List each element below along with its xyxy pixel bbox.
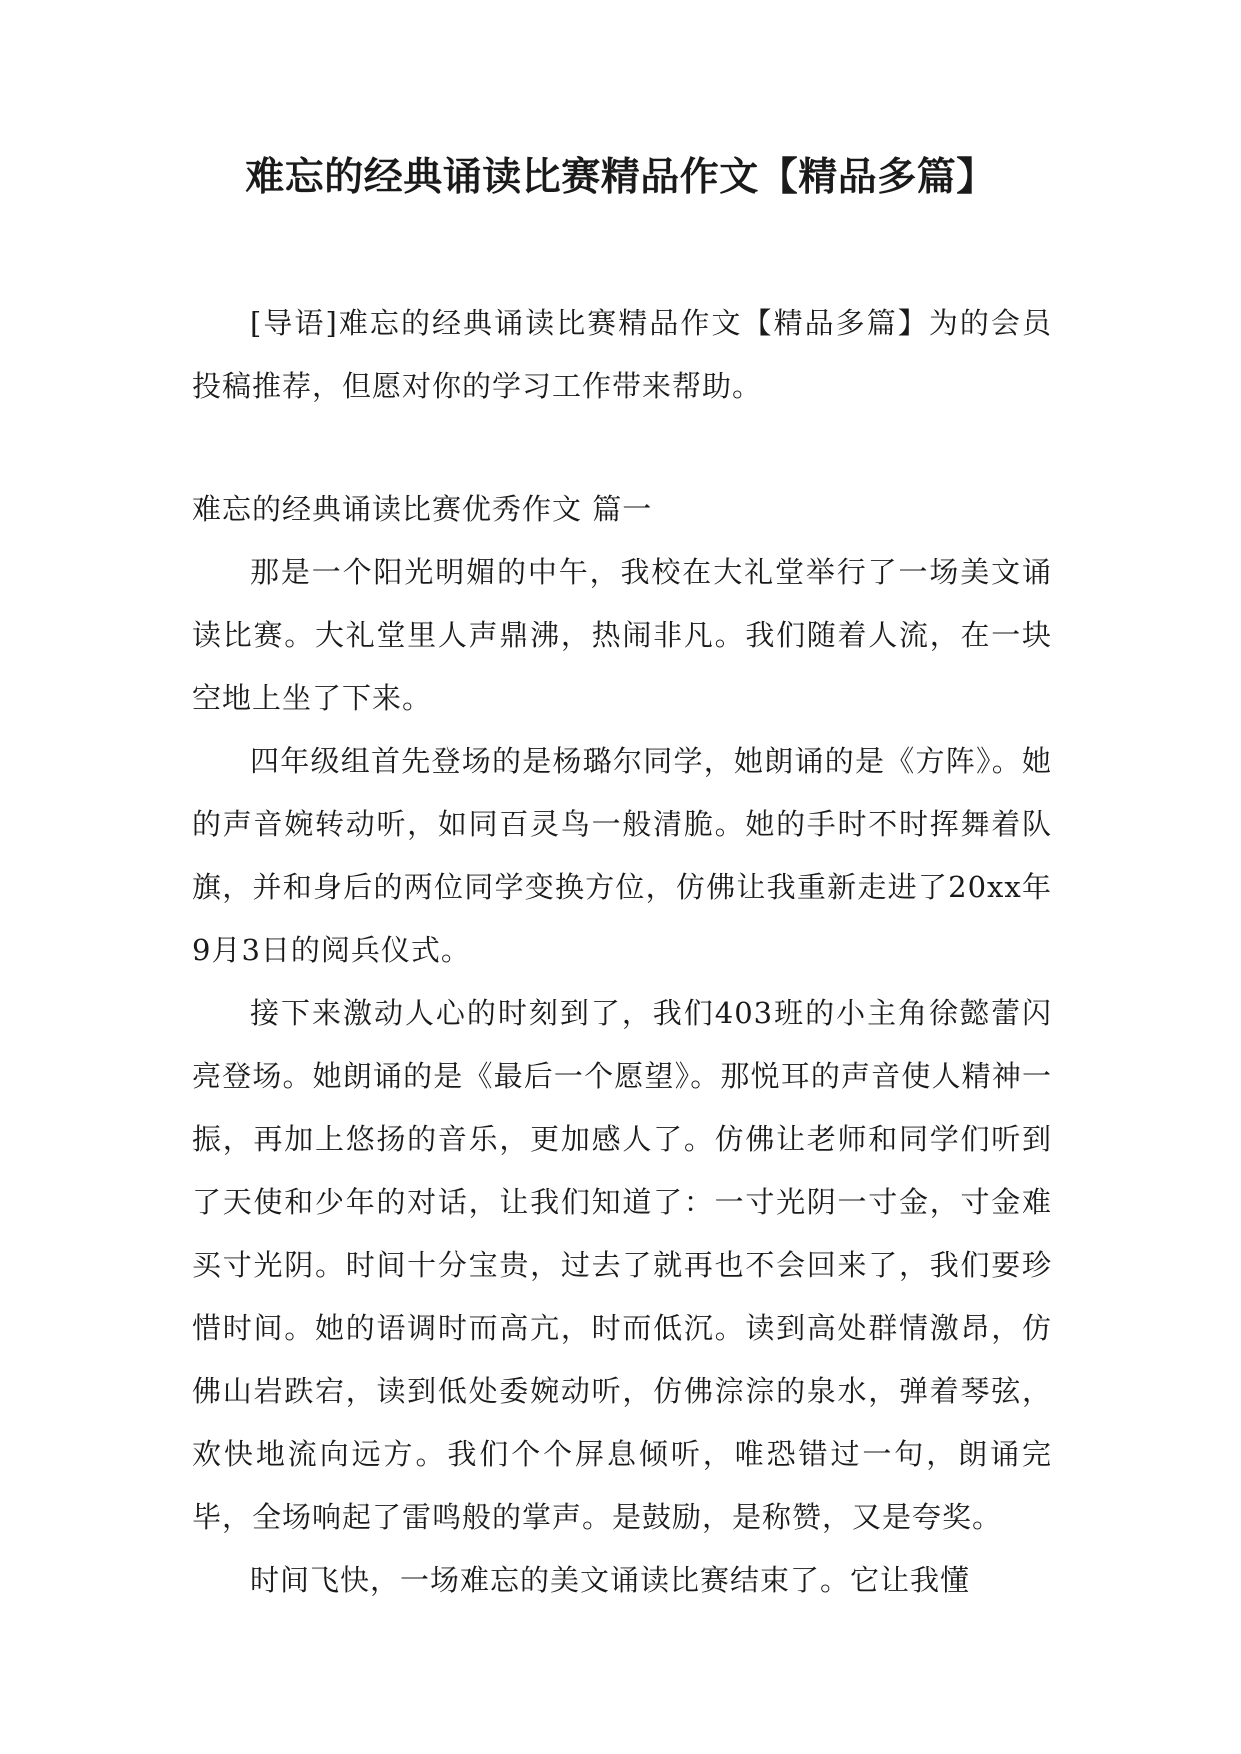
document-title: 难忘的经典诵读比赛精品作文【精品多篇】: [245, 155, 996, 200]
lead-paragraph: [导语]难忘的经典诵读比赛精品作文【精品多篇】为的会员投稿推荐，但愿对你的学习工作带来帮助。: [192, 306, 1052, 403]
body-paragraph-2: 四年级组首先登场的是杨璐尔同学，她朗诵的是《方阵》。她的声音婉转动听，如同百灵鸟一般清脆。她的手时不时挥舞着队旗，并和身后的两位同学变换方位，仿佛让我重新走进了20xx年9月3日的阅兵仪式。: [192, 744, 1052, 967]
body-paragraph-3: 接下来激动人心的时刻到了，我们403班的小主角徐懿蕾闪亮登场。她朗诵的是《最后一个愿望》。那悦耳的声音使人精神一振，再加上悠扬的音乐，更加感人了。仿佛让老师和同学们听到了天使和少年的对话，让我们知道了：一寸光阴一寸金，寸金难买寸光阴。时间十分宝贵，过去了就再也不会回来了，我们要珍惜时间。她的语调时而高亢，时而低沉。读到高处群情激昂，仿佛山岩跌宕，读到低处委婉动听，仿佛淙淙的泉水，弹着琴弦，欢快地流向远方。我们个个屏息倾听，唯恐错过一句，朗诵完毕，全场响起了雷鸣般的掌声。是鼓励，是称赞，又是夸奖。: [192, 996, 1052, 1534]
body-paragraph-1: 那是一个阳光明媚的中午，我校在大礼堂举行了一场美文诵读比赛。大礼堂里人声鼎沸，热闹非凡。我们随着人流，在一块空地上坐了下来。: [192, 555, 1052, 715]
body-paragraph-4: 时间飞快，一场难忘的美文诵读比赛结束了。它让我懂: [250, 1563, 971, 1597]
document-body: [192, 292, 1052, 1612]
section-title: 难忘的经典诵读比赛优秀作文 篇一: [192, 492, 653, 526]
